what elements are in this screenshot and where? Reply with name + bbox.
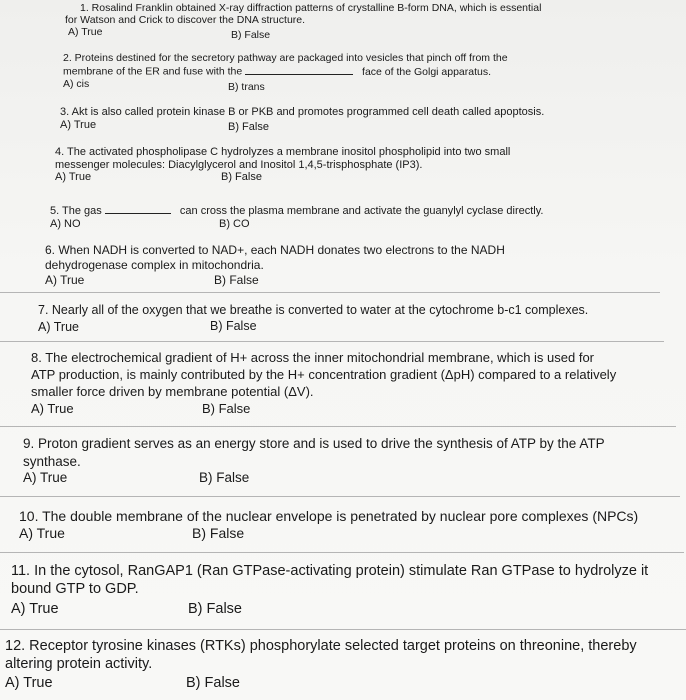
question-text-line: dehydrogenase complex in mitochondria. bbox=[45, 258, 264, 272]
question-text-line: 4. The activated phospholipase C hydrolyzes a membrane inositol phospholipid into two small bbox=[55, 146, 511, 158]
question-text-line: for Watson and Crick to discover the DNA structure. bbox=[65, 14, 306, 27]
option-b[interactable]: B) False bbox=[214, 273, 259, 287]
answer-blank bbox=[245, 64, 353, 74]
option-a[interactable]: A) True bbox=[55, 171, 92, 184]
divider bbox=[0, 292, 660, 293]
question-10 bbox=[19, 507, 638, 543]
question-text-line: synthase. bbox=[23, 453, 81, 469]
answer-options bbox=[55, 171, 510, 185]
option-a[interactable]: A) True bbox=[11, 601, 59, 618]
question-4 bbox=[55, 146, 510, 185]
answer-options bbox=[38, 320, 588, 336]
divider bbox=[0, 629, 686, 630]
option-b[interactable]: B) CO bbox=[219, 217, 250, 230]
question-2 bbox=[63, 52, 508, 92]
option-b[interactable]: B) False bbox=[210, 319, 257, 334]
question-text-line: 7. Nearly all of the oxygen that we breathe is converted to water at the cytochrome b-c1 complexes. bbox=[38, 303, 589, 317]
option-a[interactable]: A) True bbox=[38, 320, 79, 335]
option-a[interactable]: A) True bbox=[23, 470, 68, 486]
option-b[interactable]: B) False bbox=[221, 171, 262, 184]
option-a[interactable]: A) True bbox=[68, 26, 103, 39]
option-b[interactable]: B) False bbox=[192, 525, 245, 542]
answer-options bbox=[23, 470, 605, 488]
answer-options bbox=[60, 119, 544, 133]
question-12 bbox=[5, 637, 637, 694]
question-text-line-with-blank bbox=[63, 64, 508, 78]
divider bbox=[0, 426, 676, 427]
option-a[interactable]: A) True bbox=[5, 675, 53, 692]
question-text-line: 6. When NADH is converted to NAD+, each NADH donates two electrons to the NADH bbox=[45, 243, 505, 257]
question-3 bbox=[60, 106, 544, 133]
option-b[interactable]: B) False bbox=[202, 400, 251, 416]
option-b[interactable]: B) False bbox=[228, 120, 269, 133]
answer-options bbox=[19, 525, 638, 543]
divider bbox=[0, 341, 664, 342]
question-text-line: 8. The electrochemical gradient of H+ across the inner mitochondrial membrane, which is used for bbox=[31, 350, 595, 365]
question-text-line: 11. In the cytosol, RanGAP1 (Ran GTPase-activating protein) stimulate Ran GTPase to hydrolyze it bbox=[11, 563, 649, 579]
option-a[interactable]: A) True bbox=[31, 400, 74, 416]
option-b[interactable]: B) False bbox=[199, 470, 250, 486]
question-text-line: 3. Akt is also called protein kinase B or PKB and promotes programmed cell death called apoptosis. bbox=[60, 106, 545, 118]
option-a[interactable]: A) True bbox=[45, 273, 85, 287]
question-text-line: altering protein activity. bbox=[5, 656, 153, 673]
option-a[interactable]: A) cis bbox=[63, 77, 90, 90]
question-5 bbox=[50, 203, 544, 232]
question-text-fragment: can cross the plasma membrane and activate the guanylyl cyclase directly. bbox=[179, 204, 544, 217]
question-6 bbox=[45, 243, 505, 288]
question-text-line: 12. Receptor tyrosine kinases (RTKs) phosphorylate selected target proteins on threonine, thereby bbox=[5, 638, 637, 654]
option-b[interactable]: B) False bbox=[186, 675, 240, 692]
question-11 bbox=[11, 562, 648, 620]
answer-options bbox=[11, 601, 648, 620]
divider bbox=[0, 496, 680, 497]
question-9 bbox=[23, 435, 605, 488]
option-a[interactable]: A) NO bbox=[50, 217, 81, 230]
answer-options bbox=[68, 26, 541, 40]
question-text-line: bound GTP to GDP. bbox=[11, 581, 139, 598]
option-b[interactable]: B) trans bbox=[228, 80, 265, 93]
question-text-line: 10. The double membrane of the nuclear envelope is penetrated by nuclear pore complexes (NPCs) bbox=[19, 508, 639, 524]
answer-options bbox=[63, 78, 508, 92]
option-b[interactable]: B) False bbox=[231, 29, 271, 42]
question-text-line: 2. Proteins destined for the secretory pathway are packaged into vesicles that pinch off from the bbox=[63, 52, 508, 64]
answer-options bbox=[5, 675, 637, 694]
question-1 bbox=[65, 2, 542, 42]
answer-blank bbox=[105, 203, 171, 214]
answer-options bbox=[50, 218, 544, 232]
option-b[interactable]: B) False bbox=[188, 601, 242, 618]
question-text-fragment: membrane of the ER and fuse with the bbox=[63, 65, 243, 78]
question-text-fragment: 5. The gas bbox=[50, 204, 102, 217]
question-text-line: 1. Rosalind Franklin obtained X-ray diffraction patterns of crystalline B-form DNA, which is essential bbox=[80, 2, 542, 14]
question-text-line-with-blank bbox=[50, 203, 544, 218]
option-a[interactable]: A) True bbox=[19, 525, 65, 542]
question-text-fragment: face of the Golgi apparatus. bbox=[362, 65, 492, 78]
question-8 bbox=[31, 350, 616, 418]
question-text-line: messenger molecules: Diacylglycerol and Inositol 1,4,5-trisphosphate (IP3). bbox=[55, 158, 423, 171]
question-7 bbox=[38, 303, 588, 336]
divider bbox=[0, 552, 684, 553]
question-text-line: smaller force driven by membrane potential (ΔV). bbox=[31, 383, 314, 399]
answer-options bbox=[31, 401, 616, 418]
answer-options bbox=[45, 273, 505, 288]
question-text-line: ATP production, is mainly contributed by the H+ concentration gradient (ΔpH) compared to a relatively bbox=[31, 366, 617, 382]
option-a[interactable]: A) True bbox=[60, 118, 97, 131]
question-text-line: 9. Proton gradient serves as an energy store and is used to drive the synthesis of ATP by the ATP bbox=[23, 436, 605, 451]
